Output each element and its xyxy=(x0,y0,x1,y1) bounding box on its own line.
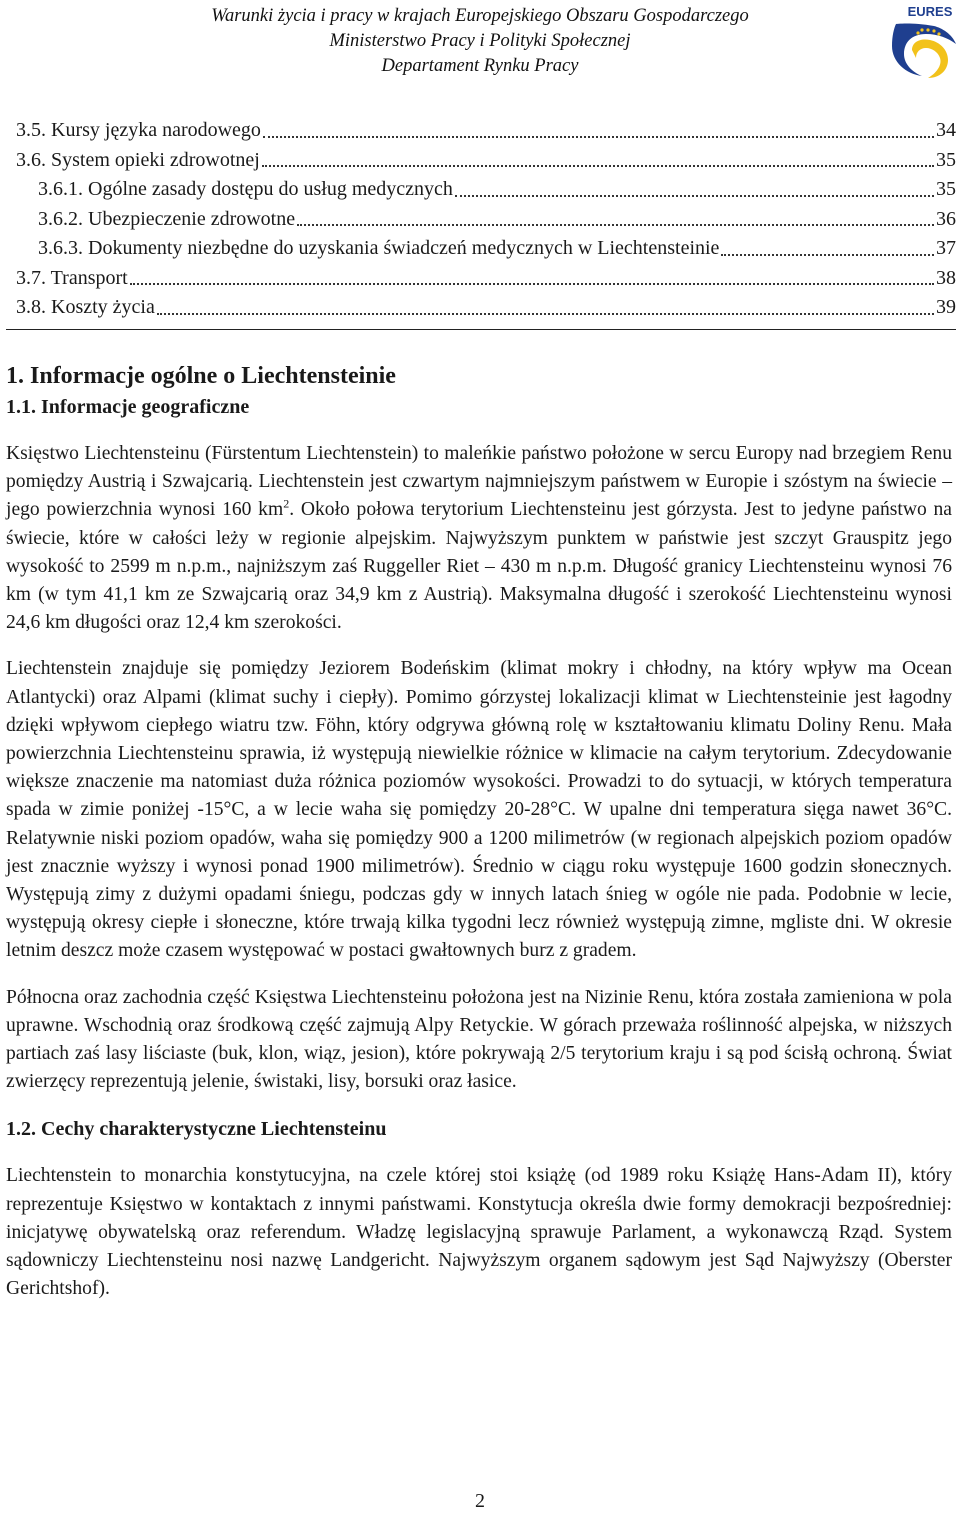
header-line-1: Warunki życia i pracy w krajach Europejskiego Obszaru Gospodarczego xyxy=(211,6,749,26)
header-text xyxy=(160,4,800,79)
toc-label: 3.6.1. Ogólne zasady dostępu do usług medycznych xyxy=(38,178,453,200)
toc-label: 3.6. System opieki zdrowotnej xyxy=(16,148,260,171)
paragraph-geography xyxy=(6,440,952,637)
toc-page: 36 xyxy=(936,207,956,230)
page-number: 2 xyxy=(475,1490,485,1512)
toc-label: 3.7. Transport xyxy=(16,266,128,289)
superscript: 2 xyxy=(283,496,290,511)
paragraph-landscape: Północna oraz zachodnia część Księstwa Liechtensteinu położona jest na Nizinie Renu, która została zamieniona w pola uprawne. Wschodnią oraz środkową część zajmują Alpy Retyckie. W górach przeważa roślinność alpejska, w niższych partiach zaś lasy liściaste (buk, klon, wiąz, jesion), które pokrywają 2/5 terytorium kraju i są pod ścisłą ochroną. Świat zwierzęcy reprezentują jelenie, świstaki, lisy, borsuki oraz łasice. xyxy=(6,986,952,1093)
toc-entry[interactable] xyxy=(16,116,956,146)
toc-leader xyxy=(263,136,934,138)
toc-leader xyxy=(721,254,934,256)
toc-label: 3.6.3. Dokumenty niezbędne do uzyskania świadczeń medycznych w Liechtensteinie xyxy=(38,237,720,259)
header-line-3: Departament Rynku Pracy xyxy=(381,56,579,76)
toc-entry[interactable] xyxy=(16,205,956,235)
toc-page: 37 xyxy=(936,237,956,259)
toc-entry[interactable] xyxy=(16,175,956,205)
toc-page: 34 xyxy=(936,119,956,141)
subsection-title-characteristics: 1.2. Cechy charakterystyczne Liechtensteinu xyxy=(6,1118,387,1141)
toc-page: 38 xyxy=(936,266,956,289)
toc-leader xyxy=(262,165,934,167)
paragraph-politics: Liechtenstein to monarchia konstytucyjna, na czele której stoi książę (od 1989 roku Książę Hans-Adam II), który reprezentuje Księstwo w kontaktach z innymi państwami. Konstytucja określa dwie formy demokracji bezpośredniej: inicjatywę obywatelską oraz referendum. Władzę legislacyjną sprawuje Parlament, a wykonawczą Rząd. System sądowniczy Liechtensteinu nosi nazwę Landgericht. Najwyższym organem sądowym jest Sąd Najwyższy (Oberster Gerichtshof). xyxy=(6,1165,952,1300)
toc-entry[interactable] xyxy=(16,293,956,323)
toc-entry[interactable] xyxy=(16,264,956,294)
toc-divider xyxy=(6,329,956,330)
header-line-2: Ministerstwo Pracy i Polityki Społecznej xyxy=(329,31,631,51)
eures-logo xyxy=(882,2,960,80)
toc-entry[interactable] xyxy=(16,234,956,264)
paragraph-geography-part-b: . Około połowa terytorium Liechtensteinu jest górzysta. Jest to jedyne państwo na świecie, które w całości leży w regionie alpejskim. Najwyższym punktem w państwie jest szczyt Grauspitz jego wysokość to 2599 m n.p.m., najniższym zaś Ruggeller Riet – 430 m n.p.m. Długość granicy Liechtensteinu wynosi 76 km (w tym 41,1 km ze Szwajcarią oraz 34,9 km z Austrią). Maksymalna długość i szerokość Liechtensteinu wynosi 24,6 km długości oraz 12,4 km szerokości. xyxy=(6,499,952,634)
toc-leader xyxy=(130,283,934,285)
toc-leader xyxy=(297,224,934,226)
paragraph-geography-part-a: Księstwo Liechtensteinu (Fürstentum Liechtenstein) to maleńkie państwo położone w sercu Europy nad brzegiem Renu pomiędzy Austrią i Szwajcarią. Liechtenstein jest czwartym najmniejszym państwem w Europie i szóstym na świecie – jego powierzchnia wynosi 160 km xyxy=(6,443,952,521)
logo-text: EURES xyxy=(907,4,953,19)
page-header xyxy=(0,0,960,80)
section-title: 1. Informacje ogólne o Liechtensteinie xyxy=(6,363,396,389)
main-content xyxy=(6,360,952,1303)
subsection-title-geography: 1.1. Informacje geograficzne xyxy=(6,396,250,418)
toc-page: 35 xyxy=(936,148,956,171)
table-of-contents xyxy=(16,116,956,323)
eures-logo-icon xyxy=(882,2,960,80)
toc-page: 39 xyxy=(936,296,956,318)
paragraph-climate: Liechtenstein znajduje się pomiędzy Jeziorem Bodeńskim (klimat mokry i chłodny, na który wpływ ma Ocean Atlantycki) oraz Alpami (klimat suchy i ciepły). Pomimo górzystej lokalizacji klimat w Liechtensteinie jest łagodny dzięki wpływom ciepłego wiatru tzw. Föhn, który odgrywa główną rolę w kształtowaniu klimatu Doliny Renu. Mała powierzchnia Liechtensteinu sprawia, iż występują niewielkie różnice w klimacie na całym terytorium. Zdecydowanie większe znaczenie ma natomiast duża różnica poziomów wysokości. Prowadzi to do sytuacji, w których temperatura spada w zimie poniżej -15°C, a w lecie waha się pomiędzy 20-28°C. W upalne dni temperatura sięga nawet 36°C. Relatywnie niski poziom opadów, waha się pomiędzy 900 a 1200 milimetrów (w regionach alpejskich poziom opadów jest znacznie wyższy i wynosi ponad 1900 milimetrów). Średnio w ciągu roku występuje 1600 godzin słonecznych. Występują zimy z dużymi opadami śniegu, podczas gdy w innych latach śnieg w ogóle nie pada. Podobnie w lecie, występują okresy ciepłe i słoneczne, które trwają kilka tygodni lecz również występują zimne, mgliste dni. W okresie letnim deszcz może czasem występować w postaci gwałtownych burz z gradem. xyxy=(6,658,952,962)
toc-page: 35 xyxy=(936,178,956,200)
toc-label: 3.6.2. Ubezpieczenie zdrowotne xyxy=(38,207,296,230)
toc-label: 3.8. Koszty życia xyxy=(16,296,155,318)
toc-label: 3.5. Kursy języka narodowego xyxy=(16,119,261,141)
toc-entry[interactable] xyxy=(16,146,956,176)
toc-leader xyxy=(455,195,934,197)
toc-leader xyxy=(157,313,934,315)
